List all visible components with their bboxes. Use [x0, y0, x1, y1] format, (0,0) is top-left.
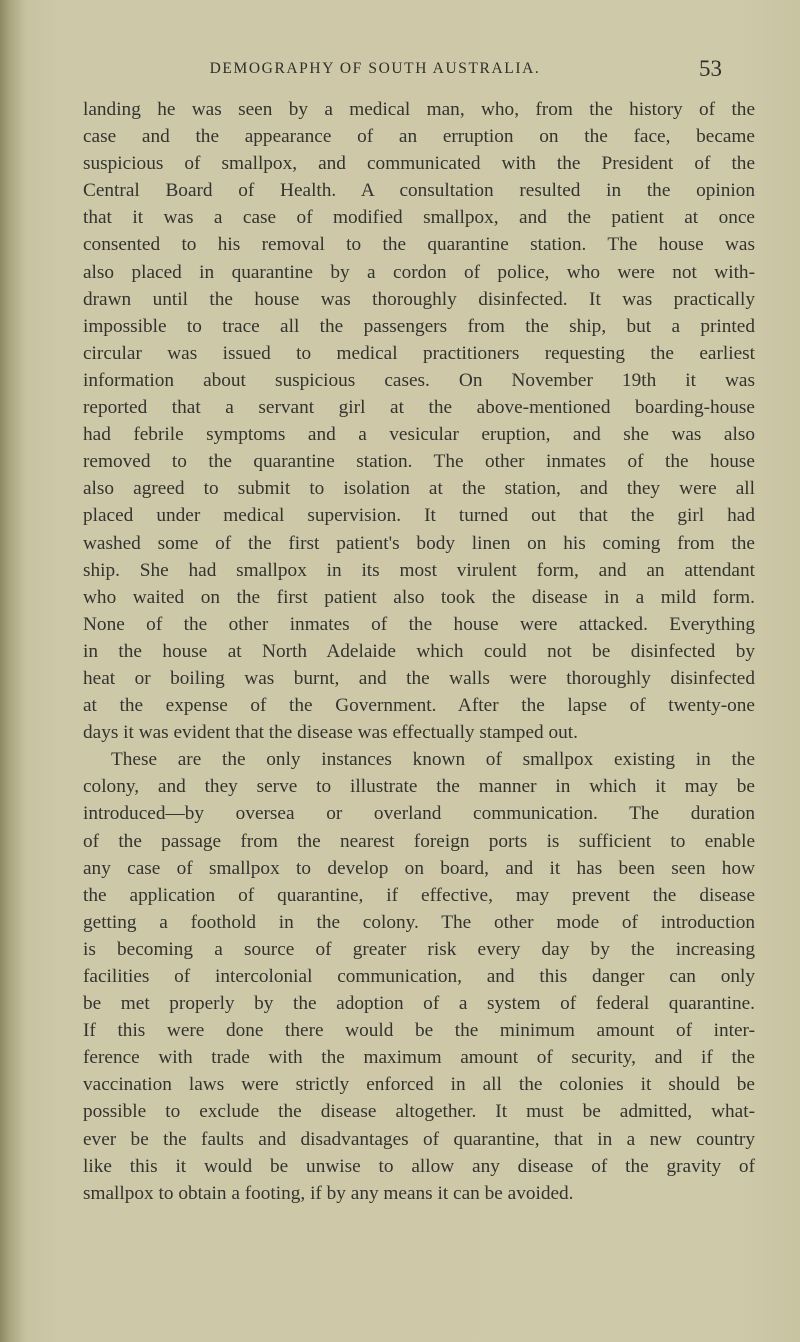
- page-number: 53: [699, 56, 722, 81]
- text-line: ever be the faults and disadvantages of quarantine, that in a new country: [83, 1128, 755, 1150]
- text-line: heat or boiling was burnt, and the walls were thoroughly disinfected: [83, 667, 755, 689]
- text-line: who waited on the first patient also took the disease in a mild form.: [83, 586, 755, 608]
- text-line: vaccination laws were strictly enforced in all the colonies it should be: [83, 1074, 755, 1096]
- page-header: [0, 56, 800, 90]
- text-line: ference with trade with the maximum amount of security, and if the: [83, 1047, 755, 1069]
- text-line: getting a foothold in the colony. The other mode of introduction: [83, 911, 755, 933]
- text-line: introduced—by oversea or overland communication. The duration: [83, 803, 755, 825]
- text-line: These are the only instances known of smallpox existing in the: [111, 749, 755, 771]
- text-line: If this were done there would be the minimum amount of inter-: [83, 1020, 755, 1042]
- text-line: any case of smallpox to develop on board, and it has been seen how: [83, 857, 755, 879]
- text-line: of the passage from the nearest foreign ports is sufficient to enable: [83, 830, 755, 852]
- text-line: removed to the quarantine station. The other inmates of the house: [83, 451, 755, 473]
- running-head: DEMOGRAPHY OF SOUTH AUSTRALIA.: [209, 60, 541, 77]
- text-line: colony, and they serve to illustrate the manner in which it may be: [83, 776, 755, 798]
- text-line: suspicious of smallpox, and communicated with the President of the: [83, 153, 755, 175]
- text-line: information about suspicious cases. On November 19th it was: [83, 369, 755, 391]
- text-line: consented to his removal to the quarantine station. The house was: [83, 234, 755, 256]
- text-line: None of the other inmates of the house were attacked. Everything: [83, 613, 755, 635]
- text-line: also placed in quarantine by a cordon of police, who were not with-: [83, 261, 755, 283]
- text-line: drawn until the house was thoroughly disinfected. It was practically: [83, 288, 755, 310]
- text-line: reported that a servant girl at the above-mentioned boarding-house: [83, 397, 755, 419]
- text-line: is becoming a source of greater risk every day by the increasing: [83, 938, 755, 960]
- text-line: in the house at North Adelaide which could not be disinfected by: [83, 640, 755, 662]
- text-line: be met properly by the adoption of a system of federal quarantine.: [83, 993, 755, 1015]
- text-line: also agreed to submit to isolation at the station, and they were all: [83, 478, 755, 500]
- text-line: had febrile symptoms and a vesicular eruption, and she was also: [83, 424, 755, 446]
- text-line: landing he was seen by a medical man, who, from the history of the: [83, 99, 755, 120]
- text-line: that it was a case of modified smallpox, and the patient at once: [83, 207, 755, 229]
- text-line: ship. She had smallpox in its most virulent form, and an attendant: [83, 559, 755, 581]
- text-line: impossible to trace all the passengers from the ship, but a printed: [83, 315, 755, 337]
- text-line: facilities of intercolonial communication, and this danger can only: [83, 966, 755, 987]
- text-line: like this it would be unwise to allow any disease of the gravity of: [83, 1155, 755, 1177]
- text-line: case and the appearance of an erruption on the face, became: [83, 126, 755, 148]
- text-line: circular was issued to medical practitioners requesting the earliest: [83, 342, 755, 364]
- text-line: days it was evident that the disease was effectually stamped out.: [83, 722, 578, 744]
- text-line: the application of quarantine, if effective, may prevent the disease: [83, 884, 755, 906]
- body-text: [83, 96, 755, 1207]
- text-line: placed under medical supervision. It turned out that the girl had: [83, 505, 755, 527]
- text-line: smallpox to obtain a footing, if by any means it can be avoided.: [83, 1182, 574, 1204]
- text-line: at the expense of the Government. After the lapse of twenty-one: [83, 695, 755, 717]
- text-line: Central Board of Health. A consultation resulted in the opinion: [83, 180, 755, 202]
- text-line: possible to exclude the disease altogether. It must be admitted, what-: [83, 1101, 755, 1123]
- text-line: washed some of the first patient's body linen on his coming from the: [83, 532, 755, 554]
